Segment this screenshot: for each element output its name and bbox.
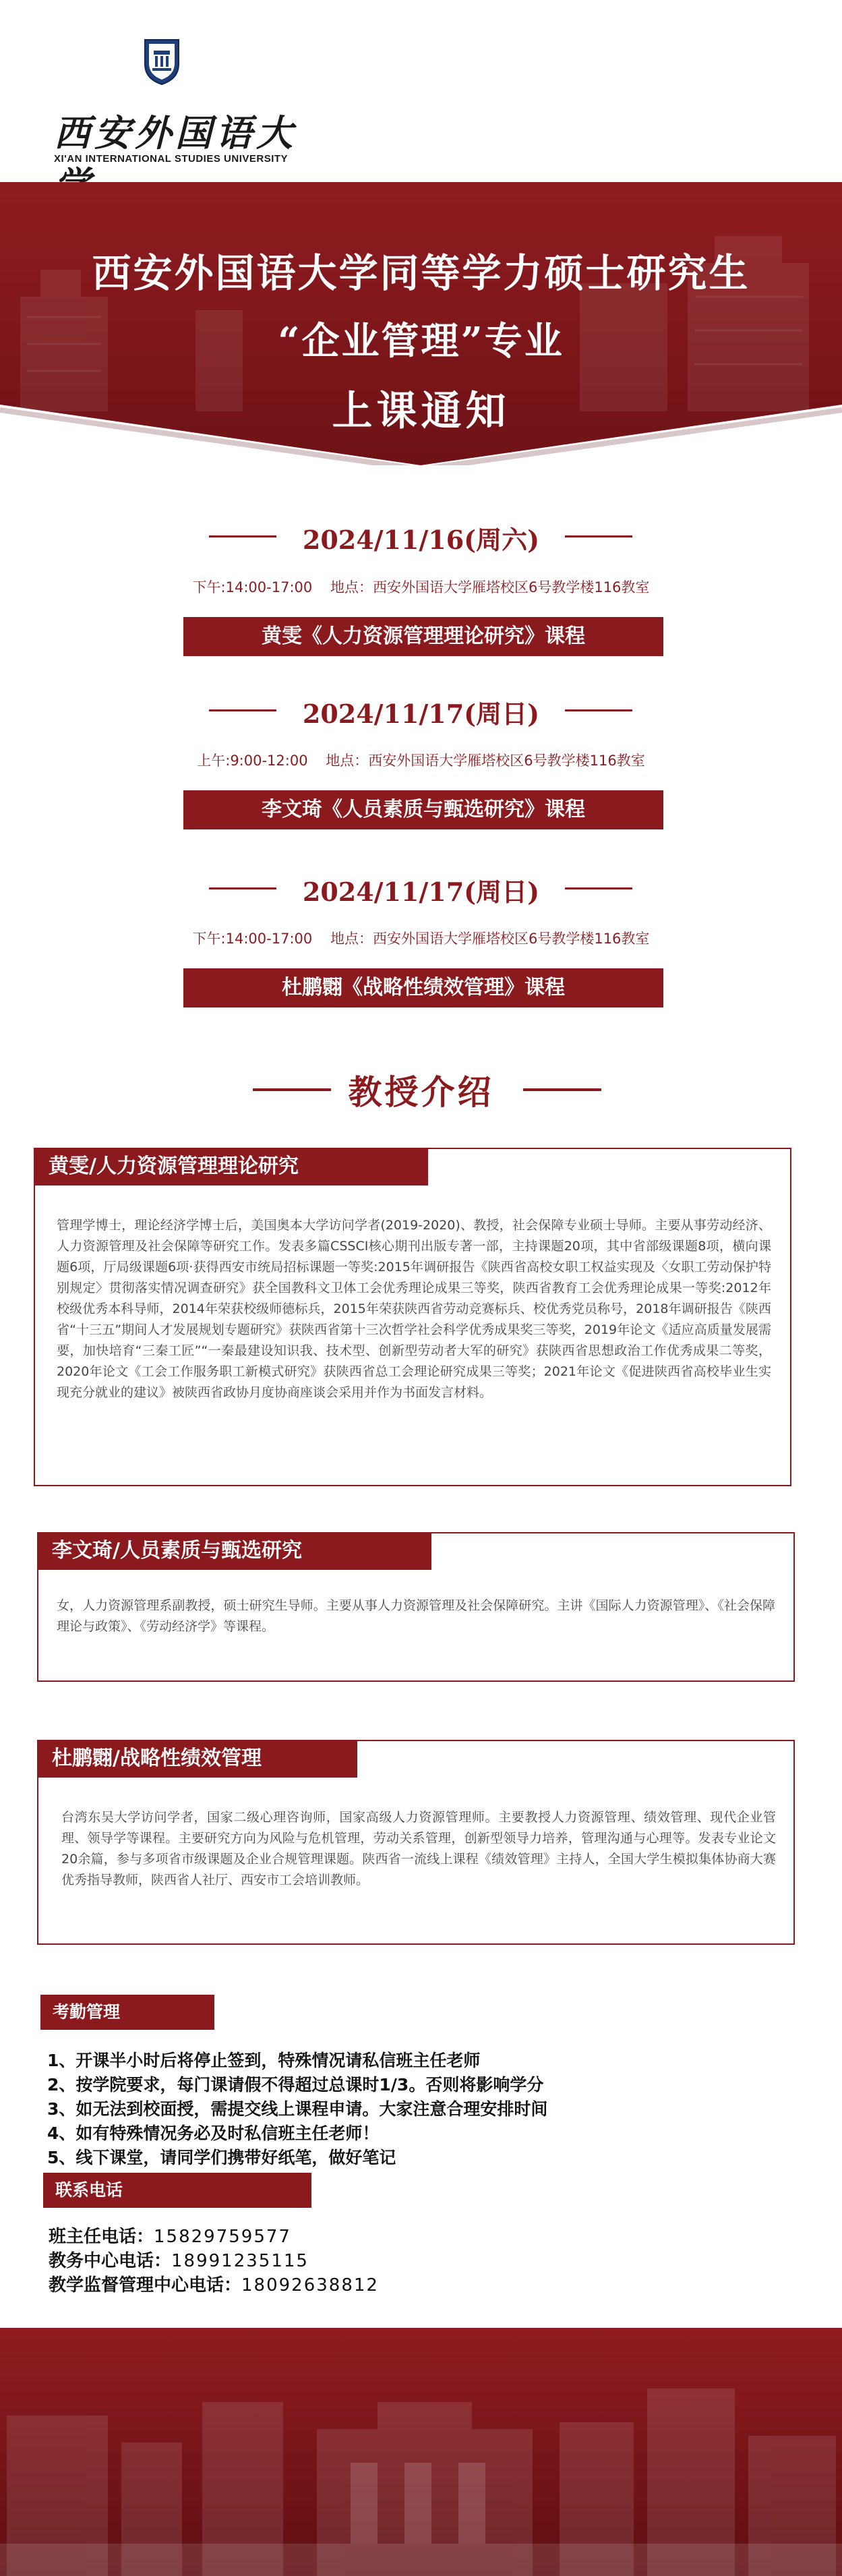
session-3-date bbox=[0, 871, 842, 905]
professor-card-1 bbox=[34, 1148, 791, 1486]
session-location: 地点：西安外国语大学雁塔校区6号教学楼116教室 bbox=[330, 579, 650, 595]
professor-card-3 bbox=[37, 1740, 795, 1945]
professor-tag: 黄雯/人力资源管理理论研究 bbox=[34, 1148, 428, 1185]
attendance-rule: 2、按学院要求，每门课请假不得超过总课时1/3。否则将影响学分 bbox=[47, 2075, 544, 2095]
university-logo bbox=[40, 37, 310, 172]
session-date-text: 2024/11/16(周六) bbox=[302, 525, 540, 555]
professor-tag: 杜鹏翾/战略性绩效管理 bbox=[37, 1740, 357, 1778]
attendance-rule: 4、如有特殊情况务必及时私信班主任老师！ bbox=[47, 2124, 380, 2143]
session-time: 上午:9:00-12:00 bbox=[197, 753, 308, 769]
banner-title-line-1: 西安外国语大学同等学力硕士研究生 bbox=[92, 250, 750, 296]
contact-supervision-center bbox=[49, 2271, 379, 2296]
session-1-date bbox=[0, 519, 842, 553]
banner-title-line-2: “企业管理”专业 bbox=[278, 319, 564, 363]
session-location: 地点：西安外国语大学雁塔校区6号教学楼116教室 bbox=[326, 753, 645, 769]
contact-label: 班主任电话： bbox=[49, 2227, 154, 2247]
professor-tag: 李文琦/人员素质与甄选研究 bbox=[37, 1532, 431, 1570]
session-date-text: 2024/11/17(周日) bbox=[302, 699, 540, 729]
attendance-tag: 考勤管理 bbox=[40, 1995, 214, 2030]
professor-bio: 台湾东吴大学访问学者，国家二级心理咨询师，国家高级人力资源管理师。主要教授人力资源管理、绩效管理、现代企业管理、领导学等课程。主要研究方向为风险与危机管理，劳动关系管理，创新型领导力培养，管理沟通与心理等。发表专业论文20余篇，参与多项省市级课题及企业合规管理课题。陕西省一流线上课程《绩效管理》主持人，全国大学生模拟集体协商大赛优秀指导教师，陕西省人社厅、西安市工会培训教师。 bbox=[61, 1810, 776, 1887]
session-3-course: 杜鹏翾《战略性绩效管理》课程 bbox=[183, 968, 663, 1007]
contact-academic-office bbox=[49, 2247, 309, 2272]
contact-number: 15829759577 bbox=[154, 2227, 291, 2247]
attendance-rule: 5、线下课堂，请同学们携带好纸笔，做好笔记 bbox=[47, 2148, 396, 2167]
campus-footer-image bbox=[0, 2328, 842, 2576]
contact-headteacher bbox=[49, 2223, 291, 2248]
session-time: 下午:14:00-17:00 bbox=[192, 579, 313, 595]
session-date-text: 2024/11/17(周日) bbox=[302, 877, 540, 907]
attendance-rule: 3、如无法到校面授，需提交线上课程申请。大家注意合理安排时间 bbox=[47, 2099, 548, 2119]
crest-icon bbox=[142, 37, 182, 86]
contact-number: 18092638812 bbox=[241, 2275, 379, 2295]
divider-line bbox=[565, 887, 632, 889]
section-title-professors: 教授介绍 bbox=[348, 1072, 494, 1112]
university-name-cn: 西安外国语大 bbox=[54, 111, 297, 154]
professor-bio: 管理学博士，理论经济学博士后，美国奥本大学访问学者(2019-2020)、教授，社会保障专业硕士导师。主要从事劳动经济、人力资源管理及社会保障等研究工作。发表多篇CSSCI核心期刊出版专著一部，主持课题20项，其中省部级课题8项，横向课题6项，厅局级课题6项·获得西安市统局招标课题一等奖:2015年调研报告《陕西省高校女职工权益实现及〈女职工劳动保护特别规定〉贯彻落实情况调查研究》获全国教科文卫体工会优秀理论成果三等奖，陕西省教育工会优秀理论成果一等奖:2012年校级优秀本科导师，2014年荣获校级师德标兵，2015年荣获陕西省劳动竞赛标兵、校优秀党员称号，2018年调研报告《陕西省“十三五”期间人才发展规划专题研究》获陕西省第十三次哲学社会科学优秀成果奖三等奖，2019年论文《适应高质量发展需要，加快培育“三秦工匠”“一秦最建设知识我、技术型、创新型劳动者大军的研究》获陕西省思想政治工作优秀成果二等奖，2020年论文《工会工作服务职工新模式研究》获陕西省总工会理论研究成果三等奖；2021年论文《促进陕西省高校毕业生实现充分就业的建议》被陕西省政协月度协商座谈会采用并作为书面发言材料。 bbox=[57, 1218, 771, 1400]
session-time: 下午:14:00-17:00 bbox=[192, 931, 313, 947]
professor-bio: 女，人力资源管理系副教授，硕士研究生导师。主要从事人力资源管理及社会保障研究。主讲《国际人力资源管理》、《社会保障理论与政策》、《劳动经济学》等课程。 bbox=[57, 1598, 775, 1634]
session-1-time-location bbox=[0, 577, 842, 597]
session-location: 地点：西安外国语大学雁塔校区6号教学楼116教室 bbox=[330, 931, 650, 947]
divider-line bbox=[565, 709, 632, 711]
banner-title-line-3: 上课通知 bbox=[332, 388, 510, 435]
session-2-time-location bbox=[0, 750, 842, 770]
divider-line bbox=[565, 535, 632, 537]
contact-number: 18991235115 bbox=[171, 2251, 309, 2271]
divider-line bbox=[523, 1088, 601, 1091]
university-name-en: XI'AN INTERNATIONAL STUDIES UNIVERSITY bbox=[54, 153, 289, 165]
session-2-course: 李文琦《人员素质与甄选研究》课程 bbox=[183, 790, 663, 829]
session-2-date bbox=[0, 693, 842, 727]
session-3-time-location bbox=[0, 928, 842, 948]
session-1-course: 黄雯《人力资源管理理论研究》课程 bbox=[183, 617, 663, 656]
title-banner bbox=[0, 182, 842, 465]
contact-label: 教务中心电话： bbox=[49, 2251, 172, 2271]
campus-building-illustration bbox=[0, 2328, 842, 2576]
professor-card-2 bbox=[37, 1532, 795, 1682]
contact-label: 教学监督管理中心电话： bbox=[49, 2275, 242, 2295]
attendance-rule: 1、开课半小时后将停止签到，特殊情况请私信班主任老师 bbox=[47, 2051, 481, 2070]
contact-tag: 联系电话 bbox=[43, 2173, 311, 2208]
